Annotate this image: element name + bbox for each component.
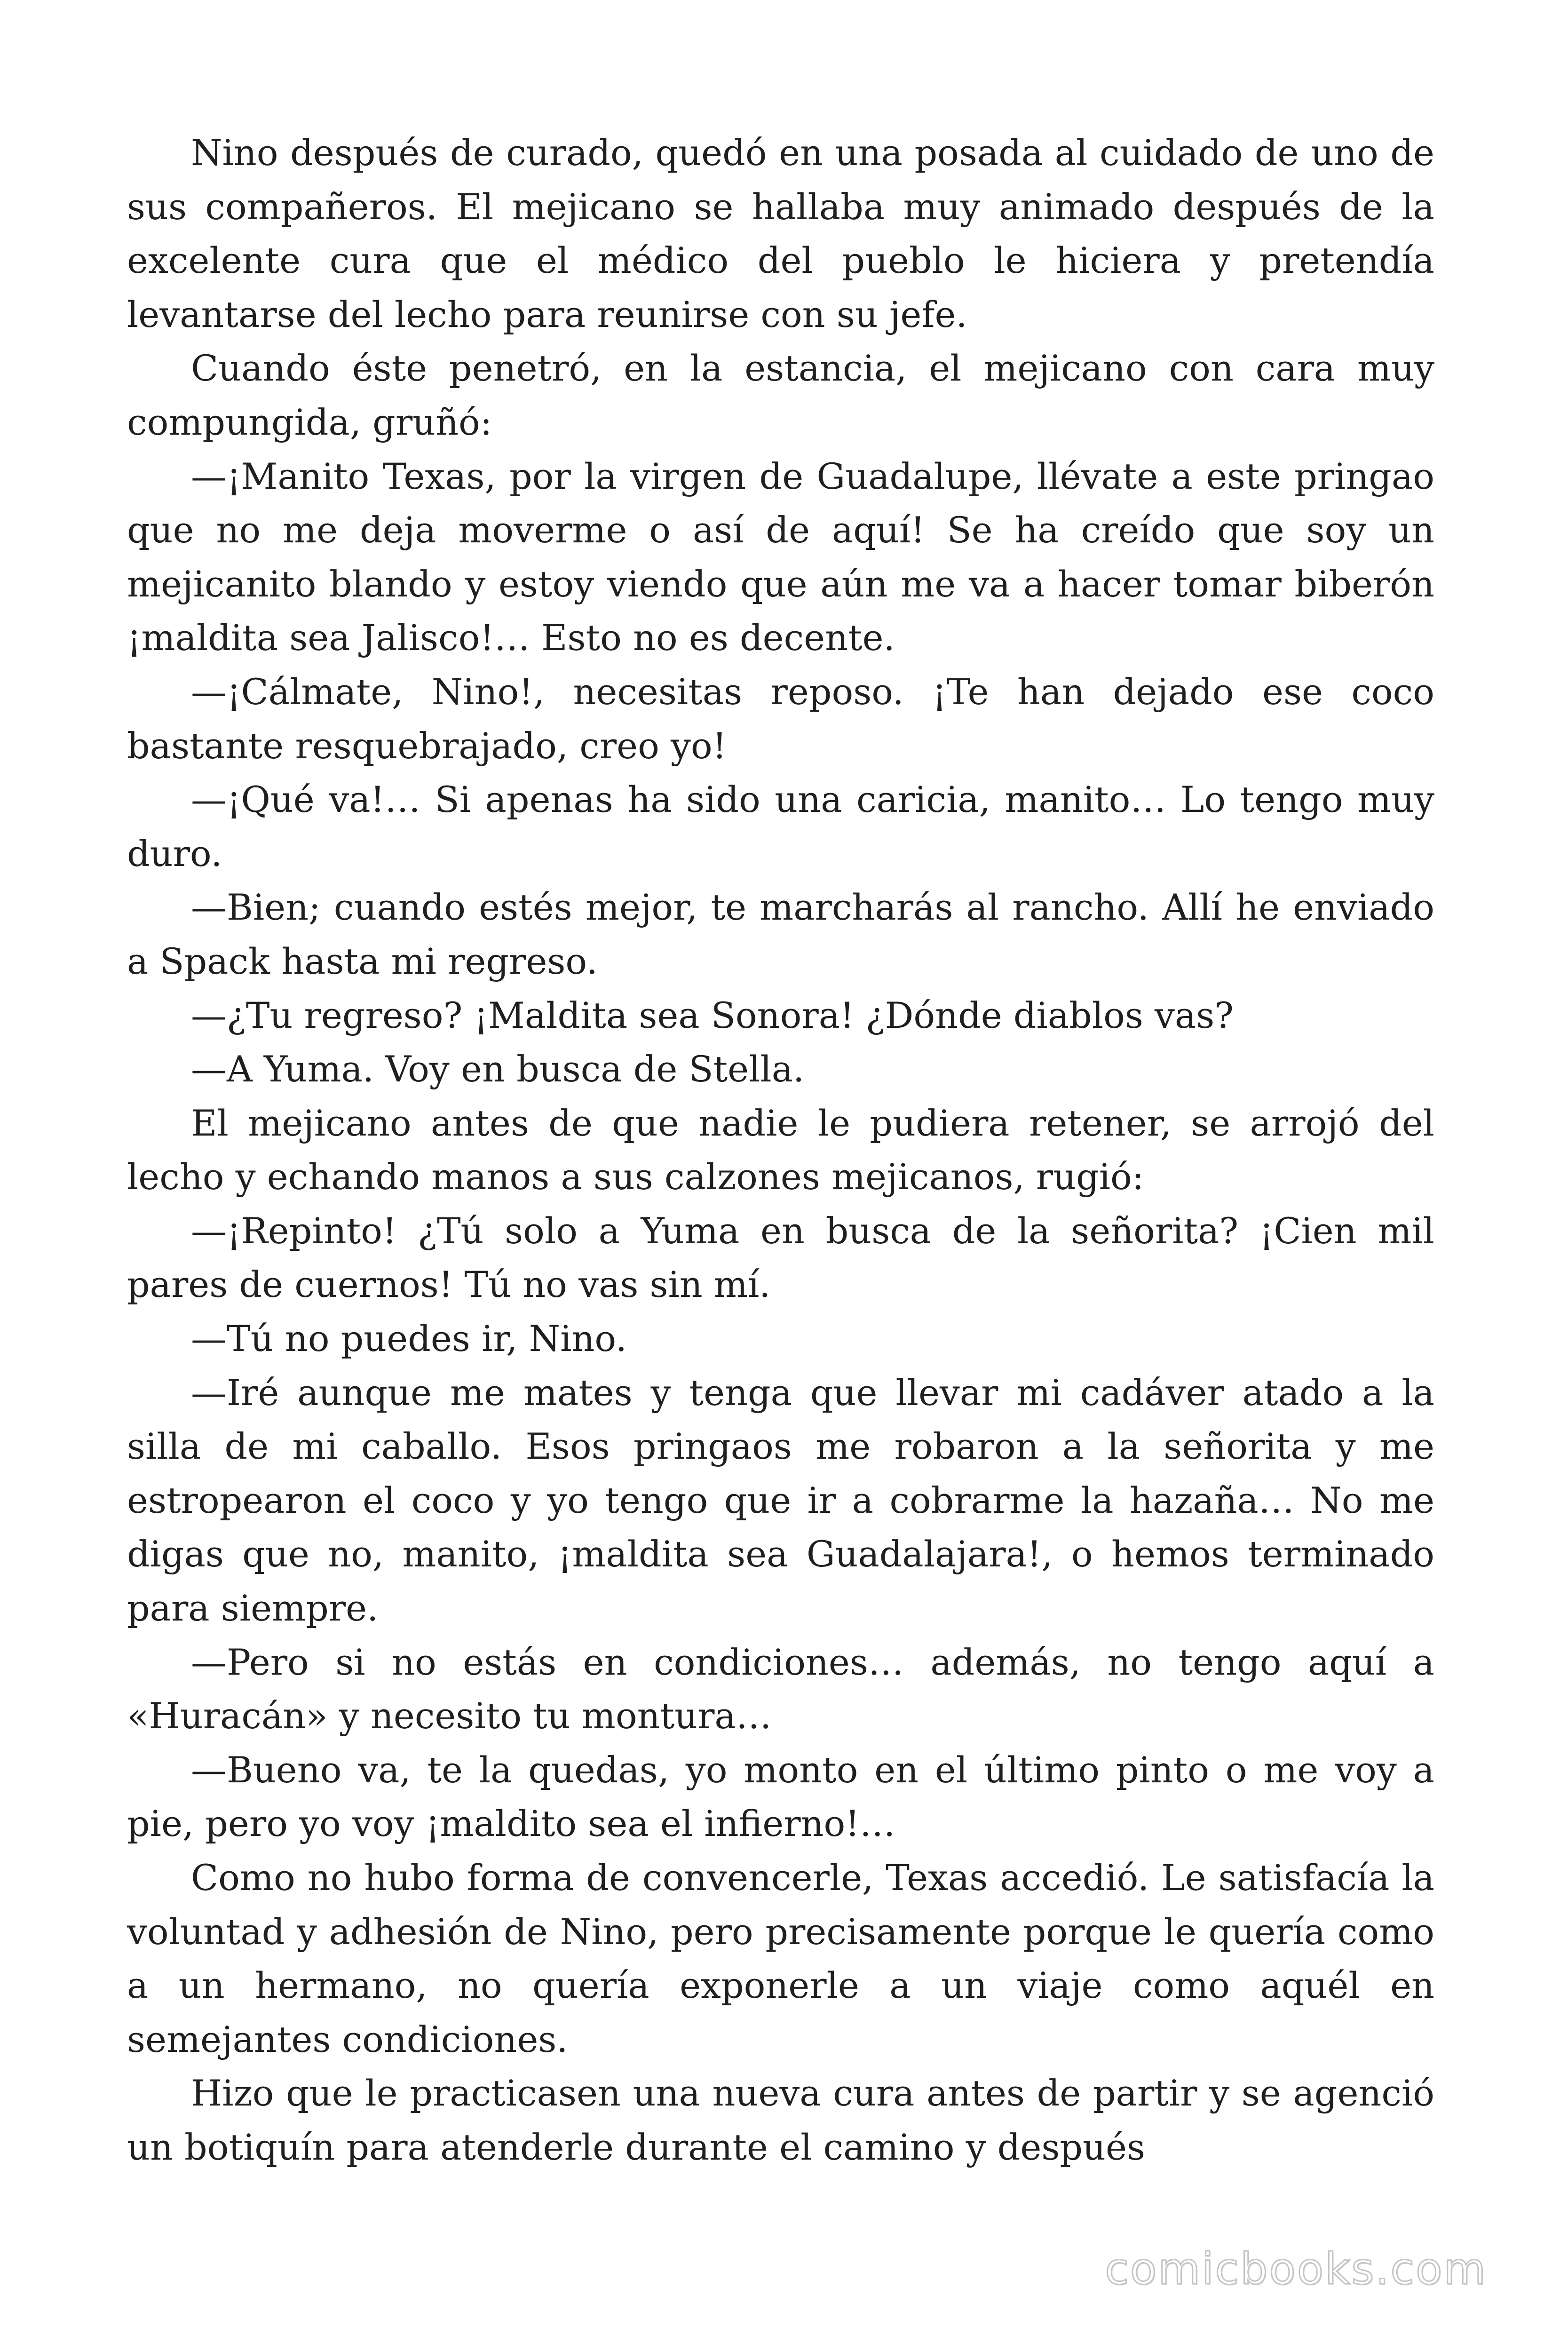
- paragraph: —A Yuma. Voy en busca de Stella.: [191, 1048, 805, 1090]
- paragraph: Cuando éste penetró, en la estancia, el mejicano con cara muy compungida, gruñó:: [127, 347, 1434, 443]
- page-body-text: [127, 126, 1434, 2175]
- paragraph: —¡Manito Texas, por la virgen de Guadalupe, llévate a este pringao que no me deja moverme o así de aquí! Se ha creído que soy un mejicanito blando y estoy viendo que aún me va a hacer tomar biberón ¡maldita sea Jalisco!… Esto no es decente.: [127, 455, 1434, 659]
- paragraph: —Bueno va, te la quedas, yo monto en el último pinto o me voy a pie, pero yo voy ¡maldito sea el infierno!…: [127, 1748, 1434, 1845]
- paragraph: Hizo que le practicasen una nueva cura antes de partir y se agenció un botiquín para atenderle durante el camino y después: [127, 2072, 1434, 2168]
- paragraph: —Bien; cuando estés mejor, te marcharás al rancho. Allí he enviado a Spack hasta mi regreso.: [127, 886, 1434, 982]
- paragraph: Nino después de curado, quedó en una posada al cuidado de uno de sus compañeros. El mejicano se hallaba muy animado después de la excelente cura que el médico del pueblo le hiciera y pretendía levantarse del lecho para reunirse con su jefe.: [127, 132, 1434, 335]
- paragraph: —Iré aunque me mates y tenga que llevar mi cadáver atado a la silla de mi caballo. Esos pringaos me robaron a la señorita y me estropearon el coco y yo tengo que ir a cobrarme la hazaña… No me digas que no, manito, ¡maldita sea Guadalajara!, o hemos terminado para siempre.: [127, 1371, 1434, 1629]
- paragraph: Como no hubo forma de convencerle, Texas accedió. Le satisfacía la voluntad y adhesión de Nino, pero precisamente porque le quería como a un hermano, no quería exponerle a un viaje como aquél en semejantes condiciones.: [127, 1857, 1434, 2060]
- paragraph: —Pero si no estás en condiciones… además, no tengo aquí a «Huracán» y necesito tu montura…: [127, 1641, 1434, 1737]
- paragraph: —¡Repinto! ¿Tú solo a Yuma en busca de la señorita? ¡Cien mil pares de cuernos! Tú no vas sin mí.: [127, 1209, 1434, 1306]
- paragraph: —¿Tu regreso? ¡Maldita sea Sonora! ¿Dónde diablos vas?: [191, 994, 1234, 1036]
- watermark-text: comicbooks.com: [1105, 2244, 1487, 2294]
- paragraph: —¡Qué va!… Si apenas ha sido una caricia, manito… Lo tengo muy duro.: [127, 779, 1434, 874]
- paragraph: —Tú no puedes ir, Nino.: [191, 1318, 627, 1360]
- paragraph: —¡Cálmate, Nino!, necesitas reposo. ¡Te han dejado ese coco bastante resquebrajado, creo yo!: [127, 670, 1434, 767]
- paragraph: El mejicano antes de que nadie le pudiera retener, se arrojó del lecho y echando manos a sus calzones mejicanos, rugió:: [127, 1102, 1434, 1198]
